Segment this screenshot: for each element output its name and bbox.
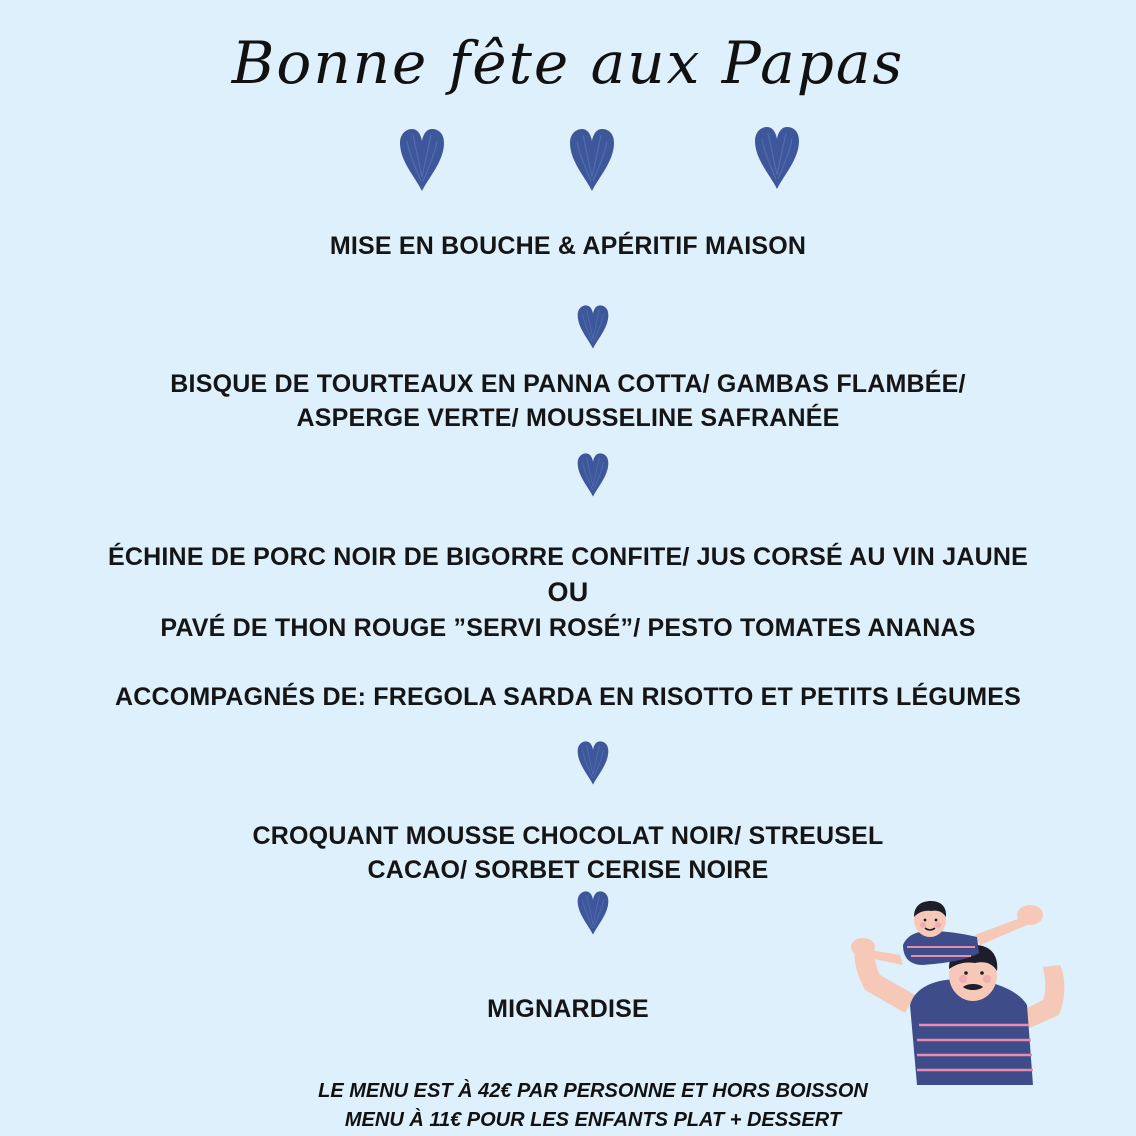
course-main-or: OU: [547, 577, 589, 607]
course-starter-line1: BISQUE DE TOURTEAUX EN PANNA COTTA/ GAMBAS FLAMBÉE/: [170, 370, 966, 398]
heart-icon: [567, 127, 617, 193]
heart-icon: [575, 304, 611, 350]
heart-icon: [397, 127, 447, 193]
father-child-illustration: [845, 895, 1075, 1085]
course-mignardise: MIGNARDISE: [487, 995, 649, 1023]
course-aperitif: MISE EN BOUCHE & APÉRITIF MAISON: [329, 232, 807, 260]
course-dessert-line1: CROQUANT MOUSSE CHOCOLAT NOIR/ STREUSEL: [252, 822, 884, 850]
course-main-option1: ÉCHINE DE PORC NOIR DE BIGORRE CONFITE/ JUS CORSÉ AU VIN JAUNE: [108, 543, 1028, 571]
page-title: Bonne fête aux Papas: [231, 29, 905, 97]
heart-icon: [575, 452, 611, 498]
course-main-option2: PAVÉ DE THON ROUGE ”SERVI ROSÉ”/ PESTO TOMATES ANANAS: [160, 614, 976, 642]
heart-icon: [575, 890, 611, 936]
course-main-side: ACCOMPAGNÉS DE: FREGOLA SARDA EN RISOTTO ET PETITS LÉGUMES: [114, 683, 1022, 711]
course-dessert-line2: CACAO/ SORBET CERISE NOIRE: [367, 856, 769, 884]
heart-icon: [575, 740, 611, 786]
footer-price-line: LE MENU EST À 42€ PAR PERSONNE ET HORS BOISSON: [318, 1080, 868, 1102]
course-starter-line2: ASPERGE VERTE/ MOUSSELINE SAFRANÉE: [296, 404, 840, 432]
footer-children-line: MENU À 11€ POUR LES ENFANTS PLAT + DESSERT: [344, 1109, 842, 1131]
heart-icon: [752, 125, 802, 191]
